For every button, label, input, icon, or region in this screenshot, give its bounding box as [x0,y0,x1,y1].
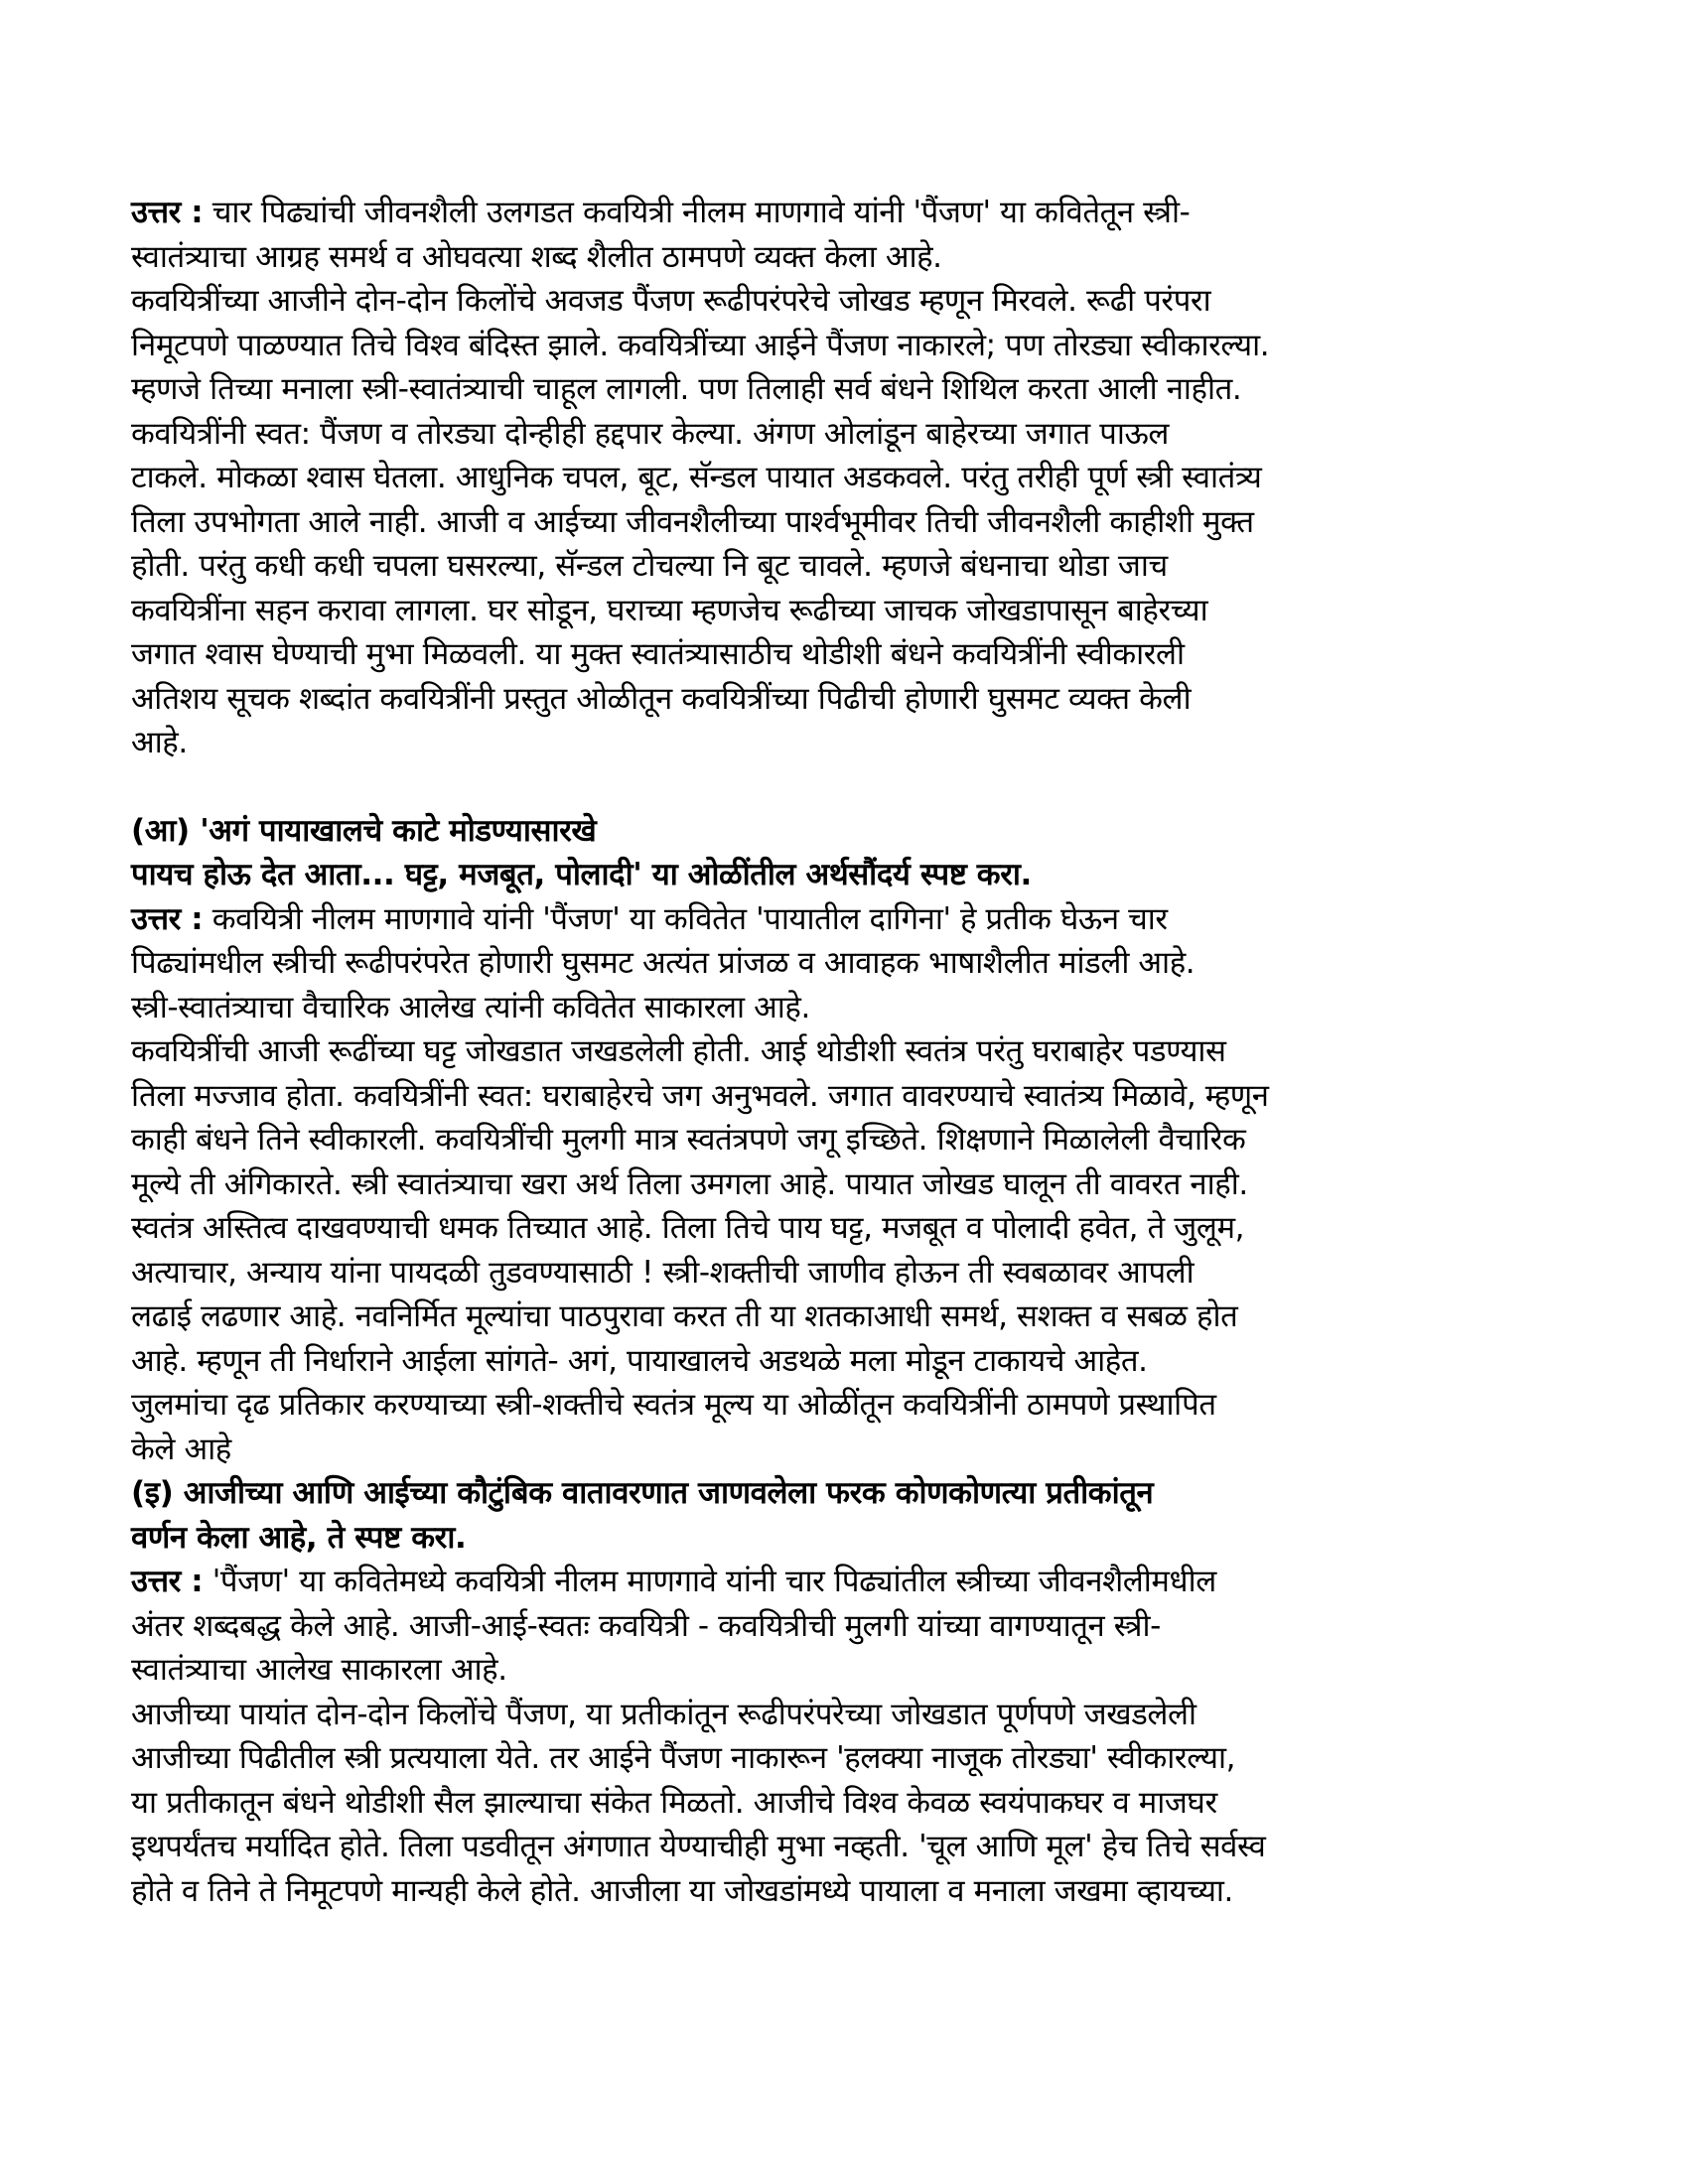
answer-line: तिला मज्जाव होता. कवयित्रींनी स्वत: घराबाहेरचे जग अनुभवले. जगात वावरण्याचे स्वातंत्र्य मिळावे, म्हणून [131,1077,1269,1114]
document-page [131,191,1561,1913]
answer-line: आजीच्या पायांत दोन-दोन किलोंचे पैंजण, या प्रतीकांतून रूढीपरंपरेच्या जोखडात पूर्णपणे जखडलेली [131,1696,1196,1732]
answer-line: कवयित्रींच्या आजीने दोन-दोन किलोंचे अवजड पैंजण रूढीपरंपरेचे जोखड म्हणून मिरवले. रूढी परंपरा [131,283,1211,319]
answer-line: या प्रतीकातून बंधने थोडीशी सैल झाल्याचा संकेत मिळतो. आजीचे विश्व केवळ स्वयंपाकघर व माजघर [131,1784,1217,1821]
answer-line: जुलमांचा दृढ प्रतिकार करण्याच्या स्त्री-शक्तीचे स्वतंत्र मूल्य या ओळींतून कवयित्रींनी ठामपणे प्रस्थापित [131,1387,1216,1423]
answer-line: स्वतंत्र अस्तित्व दाखवण्याची धमक तिच्यात आहे. तिला तिचे पाय घट्ट, मजबूत व पोलादी हवेत, ते जुलूम, [131,1210,1245,1246]
question-heading: वर्णन केला आहे, ते स्पष्ट करा. [131,1519,467,1556]
question-section-3 [131,1471,1561,1913]
answer-line: स्त्री-स्वातंत्र्याचा वैचारिक आलेख त्यांनी कवितेत साकारला आहे. [131,989,810,1025]
answer-line: स्वातंत्र्याचा आलेख साकारला आहे. [131,1652,507,1688]
question-heading: पायच होऊ देत आता... घट्ट, मजबूत, पोलादी' या ओळींतील अर्थसौंदर्य स्पष्ट करा. [131,857,1032,892]
answer-line: स्वातंत्र्याचा आग्रह समर्थ व ओघवत्या शब्द शैलीत ठामपणे व्यक्त केला आहे. [131,238,942,275]
answer-line: होते व तिने ते निमूटपणे मान्यही केले होते. आजीला या जोखडांमध्ये पायाला व मनाला जखमा व्हायच्या. [131,1872,1234,1909]
answer-line: कवयित्रींची आजी रूढींच्या घट्ट जोखडात जखडलेली होती. आई थोडीशी स्वतंत्र परंतु घराबाहेर पडण्यास [131,1033,1226,1069]
answer-line: जगात श्वास घेण्याची मुभा मिळवली. या मुक्त स्वातंत्र्यासाठीच थोडीशी बंधने कवयित्रींनी स्वीकारली [131,636,1185,672]
answer-line: मूल्ये ती अंगिकारते. स्त्री स्वातंत्र्याचा खरा अर्थ तिला उमगला आहे. पायात जोखड घालून ती वावरत नाही. [131,1165,1248,1202]
answer-line: उत्तर : 'पैंजण' या कवितेमध्ये कवयित्री नीलम माणगावे यांनी चार पिढ्यांतील स्त्रीच्या जीवनशैलीमधील [131,1564,1216,1599]
answer-line: कवयित्रींना सहन करावा लागला. घर सोडून, घराच्या म्हणजेच रूढीच्या जाचक जोखडापासून बाहेरच्या [131,592,1208,628]
answer-label: उत्तर : [131,195,204,230]
answer-line: अतिशय सूचक शब्दांत कवयित्रींनी प्रस्तुत ओळीतून कवयित्रींच्या पिढीची होणारी घुसमट व्यक्त केली [131,680,1192,717]
answer-line: निमूटपणे पाळण्यात तिचे विश्व बंदिस्त झाले. कवयित्रींच्या आईने पैंजण नाकारले; पण तोरड्या स्वीकारल्या. [131,327,1270,363]
answer-line: उत्तर : कवयित्री नीलम माणगावे यांनी 'पैंजण' या कवितेत 'पायातील दागिना' हे प्रतीक घेऊन चार [131,900,1168,937]
answer-line: उत्तर : चार पिढ्यांची जीवनशैली उलगडत कवयित्री नीलम माणगावे यांनी 'पैंजण' या कवितेतून स्त्री- [131,195,1191,230]
answer-line: म्हणजे तिच्या मनाला स्त्री-स्वातंत्र्याची चाहूल लागली. पण तिलाही सर्व बंधने शिथिल करता आली नाहीत. [131,371,1242,407]
answer-line: कवयित्रींनी स्वत: पैंजण व तोरड्या दोन्हीही हद्दपार केल्या. अंगण ओलांडून बाहेरच्या जगात पाऊल [131,415,1170,452]
answer-line: अत्याचार, अन्याय यांना पायदळी तुडवण्यासाठी ! स्त्री-शक्तीची जाणीव होऊन ती स्वबळावर आपली [131,1254,1195,1291]
answer-line: पिढ्यांमधील स्त्रीची रूढीपरंपरेत होणारी घुसमट अत्यंत प्रांजळ व आवाहक भाषाशैलीत मांडली आहे. [131,945,1196,981]
answer-section-1 [131,191,1561,765]
answer-line: आहे. म्हणून ती निर्धाराने आईला सांगते- अगं, पायाखालचे अडथळे मला मोडून टाकायचे आहेत. [131,1342,1148,1379]
answer-line: काही बंधने तिने स्वीकारली. कवयित्रींची मुलगी मात्र स्वतंत्रपणे जगू इच्छिते. शिक्षणाने मिळालेली वैचारिक [131,1122,1246,1158]
answer-line: आहे. [131,725,188,760]
answer-line: इथपर्यंतच मर्यादित होते. तिला पडवीतून अंगणात येण्याचीही मुभा नव्हती. 'चूल आणि मूल' हेच तिचे सर्वस्व [131,1829,1266,1864]
answer-label: उत्तर : [131,1564,204,1599]
answer-line: होती. परंतु कधी कधी चपला घसरल्या, सॅन्डल टोचल्या नि बूट चावले. म्हणजे बंधनाचा थोडा जाच [131,548,1168,584]
question-heading: (आ) 'अगं पायाखालचे काटे मोडण्यासारखे [131,812,597,849]
question-section-2 [131,809,1561,1472]
question-heading: (इ) आजीच्या आणि आईच्या कौटुंबिक वातावरणात जाणवलेला फरक कोणकोणत्या प्रतीकांतून [131,1475,1154,1511]
answer-line: टाकले. मोकळा श्वास घेतला. आधुनिक चपल, बूट, सॅन्डल पायात अडकवले. परंतु तरीही पूर्ण स्त्री स्वातंत्र्य [131,460,1262,495]
answer-line: लढाई लढणार आहे. नवनिर्मित मूल्यांचा पाठपुरावा करत ती या शतकाआधी समर्थ, सशक्त व सबळ होत [131,1298,1238,1334]
answer-line: अंतर शब्दबद्ध केले आहे. आजी-आई-स्वतः कवयित्री - कवयित्रीची मुलगी यांच्या वागण्यातून स्त्री- [131,1607,1161,1644]
answer-line: तिला उपभोगता आले नाही. आजी व आईच्या जीवनशैलीच्या पार्श्वभूमीवर तिची जीवनशैली काहीशी मुक्त [131,503,1254,540]
answer-label: उत्तर : [131,900,204,937]
answer-line: केले आहे [131,1431,231,1467]
answer-line: आजीच्या पिढीतील स्त्री प्रत्ययाला येते. तर आईने पैंजण नाकारून 'हलक्या नाजूक तोरड्या' स्वीकारल्या, [131,1740,1236,1776]
